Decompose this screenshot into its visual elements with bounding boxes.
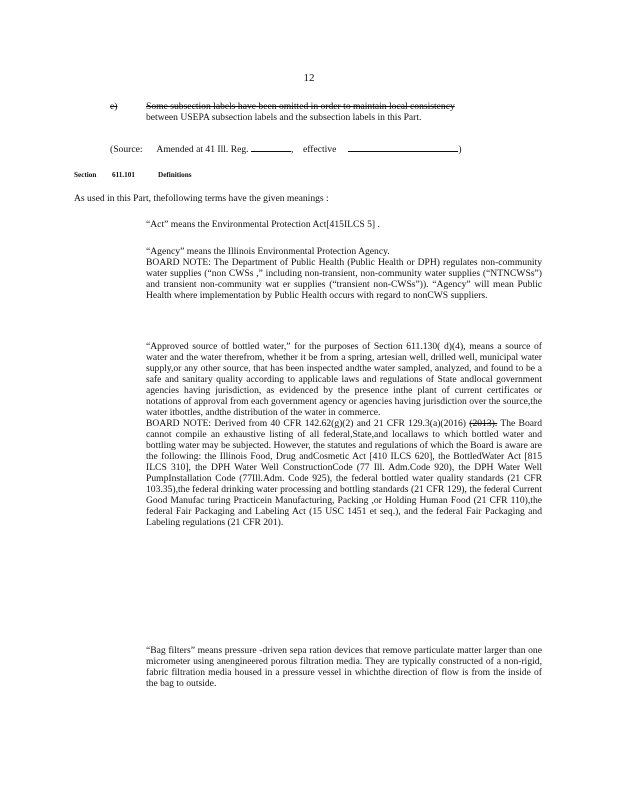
- subsection-e-continuation: between USEPA subsection labels and the subsection labels in this Part.: [146, 112, 422, 123]
- intro-text: As used in this Part, thefollowing terms have the given meanings :: [74, 193, 329, 204]
- reg-blank: [251, 143, 291, 152]
- struck-citation: (2013).: [469, 418, 498, 429]
- section-label: Section: [74, 171, 97, 179]
- effective-date-blank: [348, 143, 458, 152]
- section-title: Definitions: [158, 171, 192, 179]
- struck-text: Some subsection labels have been omitted in order to maintain local consistency: [146, 101, 455, 112]
- agency-board-note: BOARD NOTE: The Department of Public Health (Public Health or DPH) regulates non-community water supplies (“non CWSs ,” including non-transient, non-community water supplies (“NTNCWSs”) and transient non-community wat er supplies (“transient non-CWSs”)). “Agency” will mean Public Health where implementation by Public Health occurs with regard to nonCWS suppliers.: [146, 257, 542, 301]
- definition-approved-source: “Approved source of bottled water,” for the purposes of Section 611.130( d)(4), means a source of water and the water therefrom, whether it be from a spring, artesian well, drilled well, municipal water supply,or any other source, that has been inspected andthe water sampled, analyzed, and found to be a safe and sanitary quality according to applicable laws and regulations of State andlocal government agencies having jurisdiction, as evidenced by the presence inthe plant of current certificates or notations of approval from each government agency or agencies having jurisdiction over the source,the water itbottles, andthe distribution of the water in commerce. BOARD NOTE: Derived from 40 CFR 142.62(g)(2) and 21 CFR 129.3(a)(2016) (2013). The Board cannot compile an exhaustive listing of all federal,State,and locallaws to which bottled water and bottling water may be subjected. However, the statutes and regulations of which the Board is aware are the following: the Illinois Food, Drug andCosmetic Act [410 ILCS 620], the BottledWater Act [815 ILCS 310], the DPH Water Well ConstructionCode (77 Ill. Adm.Code 920), the DPH Water Well PumpInstallation Code (77Ill.Adm. Code 925), the federal bottled water quality standards (21 CFR 103.35),the federal drinking water processing and bottling standards (21 CFR 129), the federal Current Good Manufac turing Practicein Manufacturing, Packing ,or Holding Human Food (21 CFR 110),the federal Fair Packaging and Labeling Act (15 USC 1451 et seq.), and the federal Fair Packaging and Labeling regulations (21 CFR 201).: [146, 341, 542, 528]
- approved-source-board-note: BOARD NOTE: Derived from 40 CFR 142.62(g)(2) and 21 CFR 129.3(a)(2016) (2013). The Board cannot compile an exhaustive listing of all federal,State,and locallaws to which bottled water and bottling water may be subjected. However, the statutes and regulations of which the Board is aware are the following: the Illinois Food, Drug andCosmetic Act [410 ILCS 620], the BottledWater Act [815 ILCS 310], the DPH Water Well ConstructionCode (77 Ill. Adm.Code 920), the DPH Water Well PumpInstallation Code (77Ill.Adm. Code 925), the federal bottled water quality standards (21 CFR 103.35),the federal drinking water processing and bottling standards (21 CFR 129), the federal Current Good Manufac turing Practicein Manufacturing, Packing ,or Holding Human Food (21 CFR 110),the federal Fair Packaging and Labeling Act (15 USC 1451 et seq.), and the federal Fair Packaging and Labeling regulations (21 CFR 201).: [146, 418, 542, 528]
- page-number: 12: [303, 72, 315, 84]
- definition-bag-filters: “Bag filters” means pressure -driven sepa ration devices that remove particulate matter larger than one micrometer using anengineered porous filtration media. They are typically constructed of a non-rigid, fabric filtration media housed in a pressure vessel in whichthe direction of flow is from the inside of the bag to outside.: [146, 645, 542, 689]
- source-line: (Source: Amended at 41 Ill. Reg. , effective ): [110, 144, 462, 155]
- subsection-marker: e): [110, 101, 118, 112]
- definition-act: “Act” means the Environmental Protection Act[415ILCS 5] .: [146, 219, 380, 230]
- definition-agency: “Agency” means the Illinois Environmental Protection Agency. BOARD NOTE: The Department of Public Health (Public Health or DPH) regulates non-community water supplies (“non CWSs ,” including non-transient, non-community water supplies (“NTNCWSs”) and transient non-community wat er supplies (“transient non-CWSs”)). “Agency” will mean Public Health where implementation by Public Health occurs with regard to nonCWS suppliers.: [146, 246, 542, 301]
- section-number: 611.101: [112, 171, 135, 179]
- subsection-e-text: [146, 101, 538, 123]
